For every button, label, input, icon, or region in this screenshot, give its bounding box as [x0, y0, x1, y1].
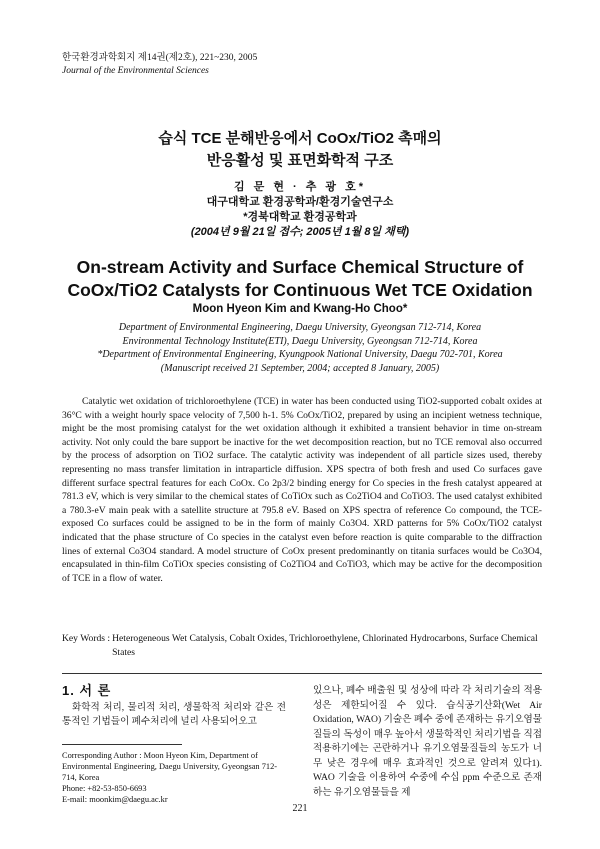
right-column — [313, 684, 542, 800]
korean-title-line1: 습식 TCE 분해반응에서 CoOx/TiO2 촉매의 — [158, 130, 442, 147]
section-divider — [62, 673, 542, 674]
keywords-label: Key Words : — [62, 633, 111, 644]
keywords-text: Heterogeneous Wet Catalysis, Cobalt Oxides, Trichloroethylene, Chlorinated Hydrocarbons, Surface Chemical States — [112, 633, 538, 658]
journal-name: Journal of the Environmental Sciences — [62, 66, 209, 76]
english-title — [0, 256, 600, 302]
korean-title-line2: 반응활성 및 표면화학적 구조 — [206, 152, 394, 169]
affiliation-line: Environmental Technology Institute(ETI), Daegu University, Gyeongsan 712-714, Korea — [122, 335, 478, 347]
section-heading: 1. 서 론 — [62, 683, 112, 698]
page-number: 221 — [292, 803, 308, 814]
affiliation-line: *Department of Environmental Engineering, Kyungpook National University, Daegu 702-701, Korea — [97, 349, 503, 360]
journal-header — [62, 52, 257, 78]
korean-author-names: 김 문 현 · 추 광 호* — [233, 181, 367, 193]
author-phone: Phone: +82-53-850-6693 — [62, 784, 147, 793]
corresponding-author: Corresponding Author : Moon Hyeon Kim, Department of Environmental Engineering, Daegu University, Gyeongsan 712-714, Korea — [62, 751, 278, 782]
left-column — [62, 684, 286, 730]
affiliation-line: Department of Environmental Engineering, Daegu University, Gyeongsan 712-714, Korea — [118, 322, 482, 333]
english-authors: Moon Hyeon Kim and Kwang-Ho Choo* — [192, 303, 408, 315]
english-title-line1: On-stream Activity and Surface Chemical Structure of — [76, 257, 524, 277]
manuscript-dates: (Manuscript received 21 September, 2004; accepted 8 January, 2005) — [160, 362, 440, 374]
keywords — [62, 632, 542, 659]
english-affiliations — [0, 321, 600, 375]
korean-title — [0, 128, 600, 172]
korean-dates: (2004년 9월 21일 접수; 2005년 1월 8일 채택) — [190, 226, 410, 238]
korean-author-block — [0, 180, 600, 240]
intro-paragraph-left: 화학적 처리, 물리적 처리, 생물학적 처리와 같은 전통적인 기법들이 폐수처리에 널리 사용되어오고 — [62, 701, 286, 727]
korean-affiliation-1: 대구대학교 환경공학과/환경기술연구소 — [206, 196, 394, 208]
footnote-rule — [62, 744, 182, 745]
abstract: Catalytic wet oxidation of trichloroethylene (TCE) in water has been conducted using TiO2-supported cobalt oxides at 36°C with a weight hourly space velocity of 7,500 h-1. 5% CoOx/TiO2, prepared by using an incipient wetness technique, might be the most promising catalyst for the wet oxidation although it exhibited a transient behavior in time on-stream activity. Not only could the bare support be inactive for the wet decomposition reaction, but no TCE removal also occurred by the process of adsorption on TiO2 surface. The catalytic activity was independent of all particle sizes used, thereby representing no mass transfer limitation in intraparticle diffusion. XPS spectra of both fresh and used Co surfaces gave different surface spectral features for each CoOx. Co 2p3/2 binding energy for Co species in the fresh catalyst appeared at 781.3 eV, which is very similar to the chemical states of CoTiOx such as Co2TiO4 and CoTiO3. The used catalyst exhibited a 780.3-eV main peak with a satellite structure at 795.8 eV. Based on XPS spectra of reference Co compound, the TCE-exposed Co surfaces could be assigned to be in the form of mainly Co3O4. XRD patterns for 5% CoOx/TiO2 catalyst indicated that the phase structure of Co species in the catalyst even before reaction is quite comparable to the diffraction lines of external Co3O4 standard. A model structure of CoOx present predominantly on titania surfaces would be Co3O4, encapsulated in thin-film CoTiOx species consisting of Co2TiO4 and CoTiO3, which may be active for the decomposition of TCE in a flow of water. — [62, 396, 542, 584]
intro-paragraph-right: 있으나, 폐수 배출원 및 성상에 따라 각 처리기술의 적용성은 제한되어질 수 있다. 습식공기산화(Wet Air Oxidation, WAO) 기술은 폐수 중에 존재하는 유기오염물질들의 독성이 매우 높아서 생물학적인 처리기법을 직접 적용하기에는 곤란하거나 유기오염물질들의 농도가 너무 낮은 경우에 매우 효과적인 것으로 알려져 있다1). WAO 기술을 이용하여 수중에 수십 ppm 수준으로 존재하는 유기오염물들을 제 — [313, 685, 542, 798]
korean-affiliation-2: *경북대학교 환경공학과 — [243, 211, 357, 223]
journal-citation: 한국환경과학회지 제14권(제2호), 221~230, 2005 — [62, 53, 258, 63]
english-title-line2: CoOx/TiO2 Catalysts for Continuous Wet TCE Oxidation — [67, 280, 533, 300]
author-email[interactable]: E-mail: moonkim@daegu.ac.kr — [62, 795, 168, 804]
corresponding-author-footnote — [62, 750, 286, 805]
